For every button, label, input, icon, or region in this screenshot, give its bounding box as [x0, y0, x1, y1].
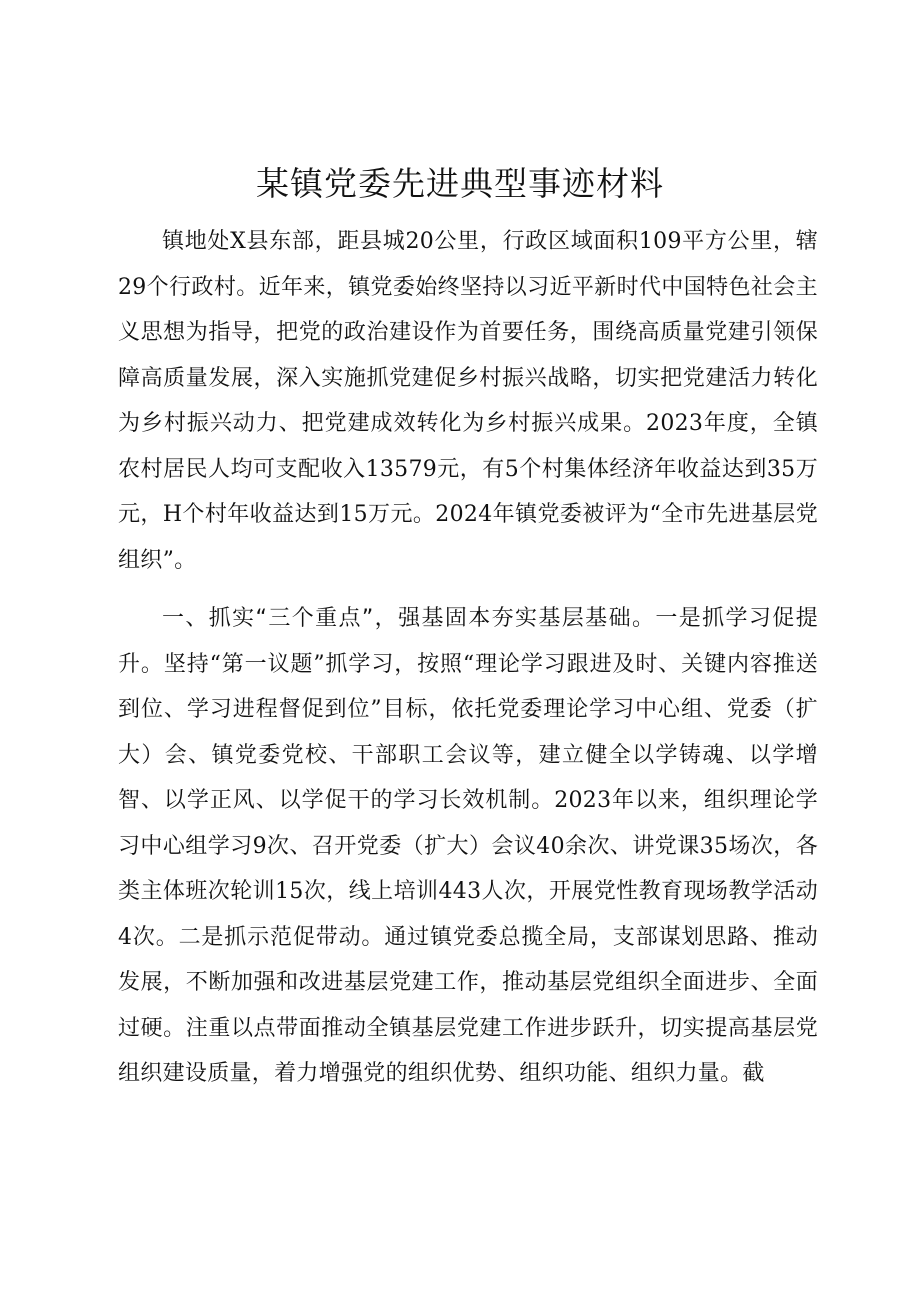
section-1-sub-2-text: 通过镇党委总揽全局，支部谋划思路、推动发展，不断加强和改进基层党建工作，推动基层党组织全面进步、全面过硬。注重以点带面推动全镇基层党建工作进步跃升，切实提高基层党组织建设质量，着力增强党的组织优势、组织功能、组织力量。截	[118, 924, 819, 1086]
section-1-paragraph	[118, 596, 818, 1097]
section-1-heading: 一、抓实“三个重点”，强基固本夯实基层基础。	[162, 606, 656, 631]
section-1-sub-1-text: 坚持“第一议题”抓学习，按照“理论学习跟进及时、关键内容推送到位、学习进程督促到位”目标，依托党委理论学习中心组、党委（扩大）会、镇党委党校、干部职工会议等，建立健全以学铸魂、以学增智、以学正风、以学促干的学习长效机制。2023年以来，组织理论学习中心组学习9次、召开党委（扩大）会议40余次、讲党课35场次，各类主体班次轮训15次，线上培训443人次，开展党性教育现场教学活动4次。	[118, 651, 818, 950]
intro-paragraph: 镇地处X县东部，距县城20公里，行政区域面积109平方公里，辖29个行政村。近年来，镇党委始终坚持以习近平新时代中国特色社会主义思想为指导，把党的政治建设作为首要任务，围绕高质量党建引领保障高质量发展，深入实施抓党建促乡村振兴战略，切实把党建活力转化为乡村振兴动力、把党建成效转化为乡村振兴成果。2023年度，全镇农村居民人均可支配收入13579元，有5个村集体经济年收益达到35万元，H个村年收益达到15万元。2024年镇党委被评为“全市先进基层党组织”。	[118, 229, 818, 573]
section-1-sub-1-label: 一是抓学习促提升。	[118, 606, 818, 677]
document-title: 某镇党委先进典型事迹材料	[256, 164, 664, 203]
document-body	[118, 219, 818, 1097]
section-1-sub-2-label: 二是抓示范促带动。	[178, 924, 385, 950]
